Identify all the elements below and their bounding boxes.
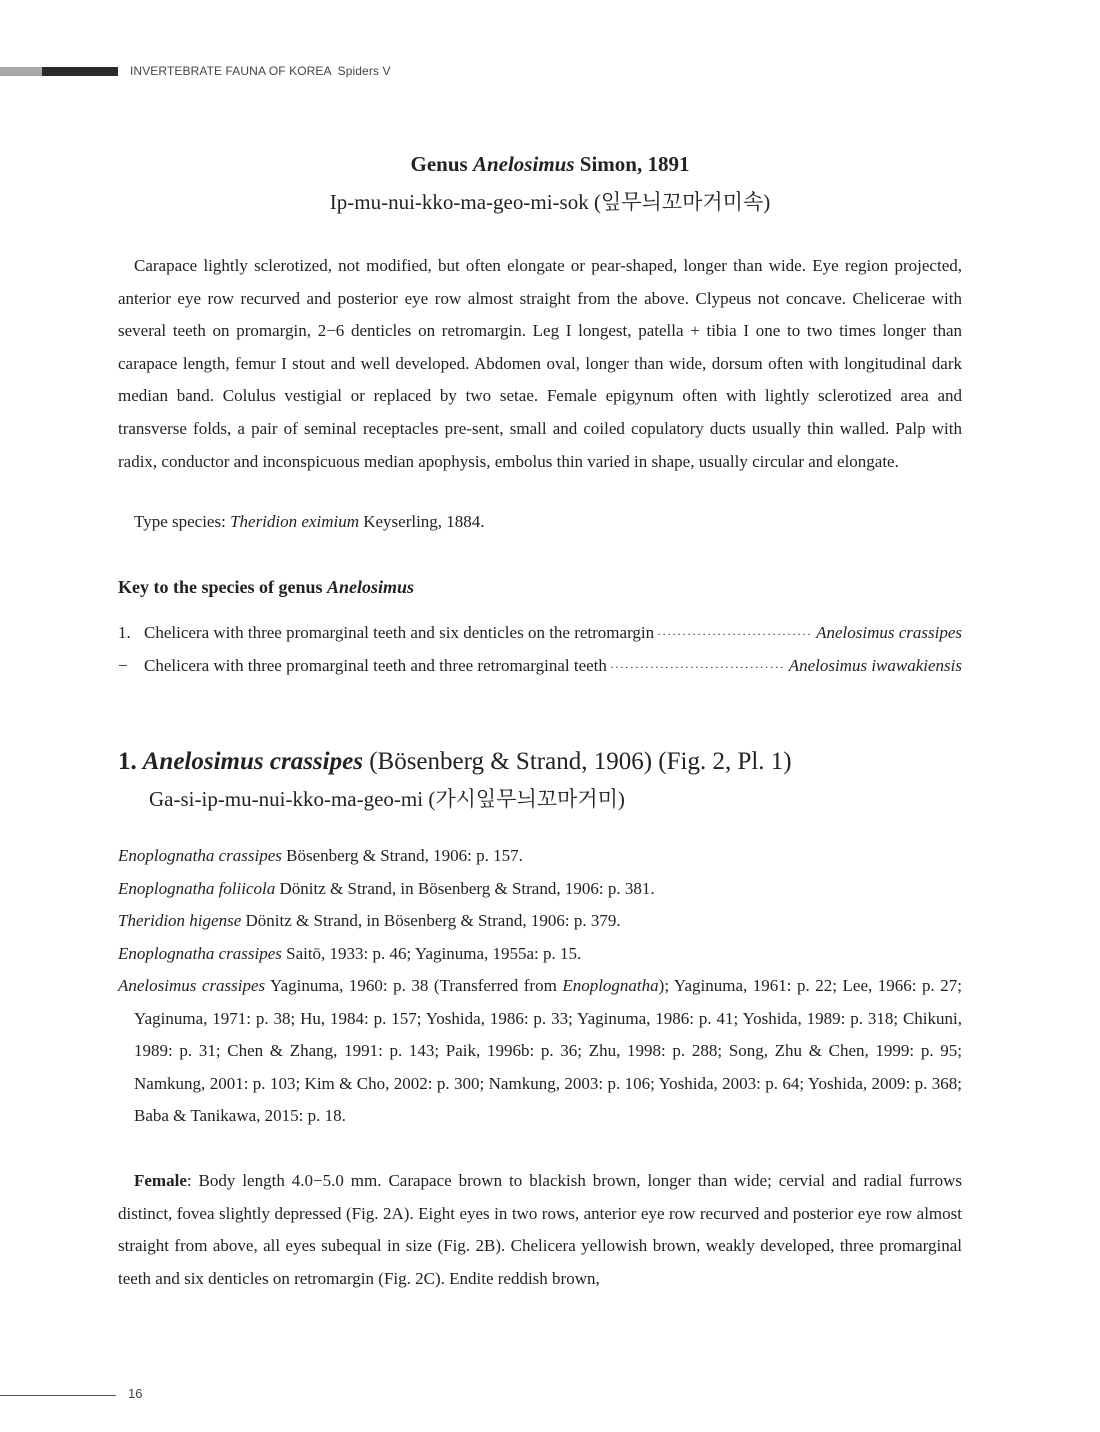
genus-title: Genus Anelosimus Simon, 1891 xyxy=(410,152,690,176)
synonym-entry-long: Anelosimus crassipes Yaginuma, 1960: p. 38 (Transferred from Enoplognatha); Yaginuma, 1961: p. 22; Lee, 1966: p. 27; Yaginuma, 1971: p. 38; Hu, 1984: p. 157; Yoshida, 1986: p. 33; Yaginuma, 1986: p. 41; Yoshida, 1989: p. 318; Chikuni, 1989: p. 31; Chen & Zhang, 1991: p. 143; Paik, 1996b: p. 36; Zhu, 1998: p. 288; Song, Zhu & Chen, 1999: p. 95; Namkung, 2001: p. 103; Kim & Cho, 2002: p. 300; Namkung, 2003: p. 106; Yoshida, 2003: p. 64; Yoshida, 2009: p. 368; Baba & Tanikawa, 2015: p. 18. xyxy=(118,976,962,1126)
volume-title: Spiders V xyxy=(337,64,391,78)
genus-korean-name: Ip-mu-nui-kko-ma-geo-mi-sok (잎무늬꼬마거미속) xyxy=(329,190,771,214)
female-description: Female: Body length 4.0−5.0 mm. Carapace brown to blackish brown, longer than wide; cervial and radial furrows distinct, fovea slightly depressed (Fig. 2A). Eight eyes in two rows, anterior eye row recurved and posterior eye row almost straight from above, all eyes subequal in size (Fig. 2B). Chelicera yellowish brown, weakly developed, three promarginal teeth and six denticles on retromargin (Fig. 2C). Endite reddish brown, xyxy=(118,1171,962,1288)
synonym-entry: Theridion higense Dönitz & Strand, in Bösenberg & Strand, 1906: p. 379. xyxy=(118,911,621,930)
genus-description: Carapace lightly sclerotized, not modified, but often elongate or pear-shaped, longer than wide. Eye region projected, anterior eye row recurved and posterior eye row almost straight from the above. Clypeus not concave. Chelicerae with several teeth on promargin, 2−6 denticles on retromargin. Leg I longest, patella + tibia I one to two times longer than carapace length, femur I stout and well developed. Abdomen oval, longer than wide, dorsum often with longitudinal dark median band. Colulus vestigial or replaced by two setae. Female epigynum often with lightly sclerotized area and transverse folds, a pair of seminal receptacles pre-sent, small and coiled copulatory ducts usually thin walled. Palp with radix, conductor and inconspicuous median apophysis, embolus thin varied in shape, usually circular and elongate. xyxy=(118,256,962,471)
header-bar-gray xyxy=(0,67,42,76)
genus-name: Anelosimus xyxy=(472,152,575,176)
species-heading: 1. Anelosimus crassipes (Bösenberg & Strand, 1906) (Fig. 2, Pl. 1) xyxy=(118,748,792,775)
synonym-entry: Enoplognatha foliicola Dönitz & Strand, in Bösenberg & Strand, 1906: p. 381. xyxy=(118,879,655,898)
page-number: 16 xyxy=(128,1386,143,1401)
key-item: 1. Chelicera with three promarginal teeth and six denticles on the retromargin ····· Anelosimus crassipes xyxy=(118,623,962,647)
key-title: Key to the species of genus Anelosimus xyxy=(118,577,415,597)
leader-dots xyxy=(657,627,813,642)
species-korean-name: Ga-si-ip-mu-nui-kko-ma-geo-mi (가시잎무늬꼬마거미) xyxy=(149,787,625,811)
header-bar-black xyxy=(42,67,118,76)
running-header xyxy=(130,64,391,78)
key-item: − Chelicera with three promarginal teeth and three retromarginal teeth ····· Anelosimus iwawakiensis xyxy=(118,656,962,680)
footer-rule xyxy=(0,1395,116,1396)
synonym-entry: Enoplognatha crassipes Bösenberg & Strand, 1906: p. 157. xyxy=(118,846,523,865)
series-title: INVERTEBRATE FAUNA OF KOREA xyxy=(130,64,332,78)
type-species: Type species: Theridion eximium Keyserling, 1884. xyxy=(134,512,485,531)
synonym-entry: Enoplognatha crassipes Saitō, 1933: p. 46; Yaginuma, 1955a: p. 15. xyxy=(118,944,582,963)
leader-dots xyxy=(610,660,786,675)
